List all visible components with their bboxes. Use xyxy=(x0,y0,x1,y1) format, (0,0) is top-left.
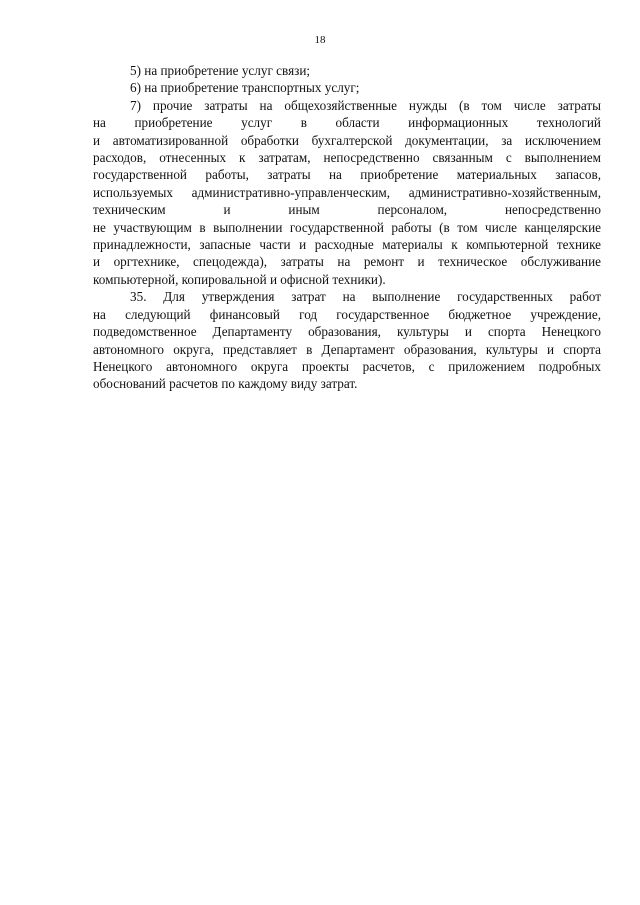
text-line: принадлежности, запасные части и расходные материалы к компьютерной технике xyxy=(93,237,601,253)
paragraph-item-35 xyxy=(93,288,601,392)
text-line: на приобретение услуг в области информационных технологий xyxy=(93,115,601,131)
paragraph-item-5 xyxy=(93,62,601,79)
text-line: обоснований расчетов по каждому виду затрат. xyxy=(93,376,358,392)
page-number: 18 xyxy=(314,34,326,46)
text-line: расходов, отнесенных к затратам, непосредственно связанным с выполнением xyxy=(93,150,601,166)
document-body xyxy=(93,62,601,393)
paragraph-item-6 xyxy=(93,79,601,96)
paragraph-item-7 xyxy=(93,97,601,288)
text-line: 35. Для утверждения затрат на выполнение государственных работ xyxy=(130,289,601,305)
text-line: на следующий финансовый год государственное бюджетное учреждение, xyxy=(93,306,601,322)
text-line: и оргтехнике, спецодежда), затраты на ремонт и техническое обслуживание xyxy=(93,254,601,270)
text-line: 7) прочие затраты на общехозяйственные нужды (в том числе затраты xyxy=(130,97,601,113)
text-line: не участвующим в выполнении государственной работы (в том числе канцелярские xyxy=(93,219,601,235)
text-line: государственной работы, затраты на приобретение материальных запасов, xyxy=(93,167,601,183)
text-line: Ненецкого автономного округа проекты расчетов, с приложением подробных xyxy=(93,358,601,374)
text-line: 5) на приобретение услуг связи; xyxy=(130,63,311,78)
text-line: и автоматизированной обработки бухгалтерской документации, за исключением xyxy=(93,132,601,148)
text-line: компьютерной, копировальной и офисной техники). xyxy=(93,271,386,287)
text-line: подведомственное Департаменту образования, культуры и спорта Ненецкого xyxy=(93,324,601,340)
text-line: используемых административно-управленческим, административно-хозяйственным, xyxy=(93,184,601,200)
text-line: 6) на приобретение транспортных услуг; xyxy=(130,80,360,96)
text-line: автономного округа, представляет в Департамент образования, культуры и спорта xyxy=(93,341,601,357)
text-line: техническим и иным персоналом, непосредственно xyxy=(93,202,601,218)
